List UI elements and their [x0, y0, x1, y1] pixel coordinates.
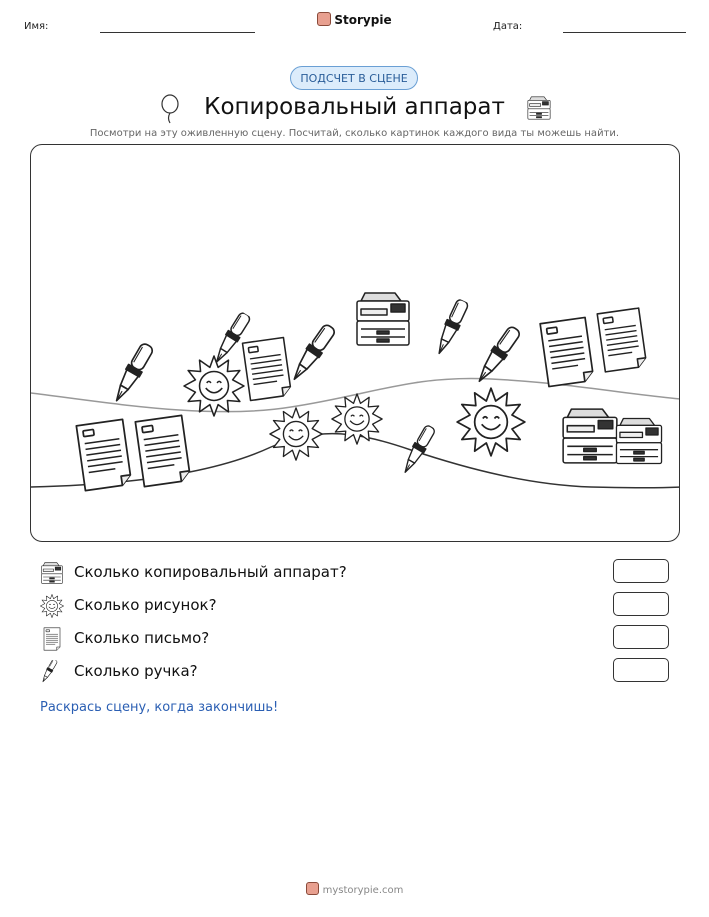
question-text: Сколько копировальный аппарат? — [74, 563, 347, 581]
sun-2 — [270, 408, 322, 460]
letter-1 — [243, 337, 292, 400]
sun-1 — [184, 356, 244, 416]
brand-name: Storypie — [334, 13, 392, 27]
scene-drawing — [31, 145, 680, 542]
copier-2 — [563, 409, 617, 463]
date-line[interactable] — [563, 32, 686, 33]
copier-icon — [40, 561, 64, 585]
pen-4 — [433, 298, 470, 356]
letter-icon — [40, 627, 64, 651]
coloring-note: Раскрась сцену, когда закончишь! — [40, 700, 279, 715]
sun-4 — [457, 388, 525, 456]
answer-box-letter[interactable] — [613, 625, 669, 649]
question-text: Сколько рисунок? — [74, 596, 217, 614]
pen-icon — [40, 660, 64, 684]
answer-box-copier[interactable] — [613, 559, 669, 583]
pen-3 — [288, 323, 337, 384]
answer-box-pen[interactable] — [613, 658, 669, 682]
site-url: mystorypie.com — [322, 885, 404, 896]
answer-box-sun[interactable] — [613, 592, 669, 616]
sun-3 — [332, 394, 382, 444]
page-title: Копировальный аппарат — [204, 94, 505, 120]
copier-title-icon — [526, 96, 552, 120]
name-label: Имя: — [24, 21, 49, 32]
date-label: Дата: — [493, 21, 523, 32]
pen-5 — [473, 325, 522, 386]
storypie-logo-icon — [317, 12, 331, 26]
letter-4 — [540, 317, 594, 386]
copier-1 — [357, 293, 409, 345]
name-line[interactable] — [100, 32, 255, 33]
counting-scene — [30, 144, 680, 542]
question-text: Сколько ручка? — [74, 662, 198, 680]
instructions: Посмотри на эту оживленную сцену. Посчитай, сколько картинок каждого вида ты можешь найти. — [89, 128, 620, 139]
activity-badge: ПОДСЧЕТ В СЦЕНЕ — [290, 66, 418, 90]
letter-3 — [135, 415, 190, 486]
brand-logo — [0, 12, 709, 27]
letter-5 — [597, 308, 647, 372]
pen-1 — [110, 342, 155, 405]
copier-3 — [616, 418, 661, 463]
pen-6 — [400, 424, 437, 476]
sun-icon — [40, 594, 64, 618]
question-text: Сколько письмо? — [74, 629, 210, 647]
storypie-footer-icon — [306, 882, 319, 895]
site-footer — [0, 882, 709, 896]
letter-2 — [76, 419, 131, 490]
